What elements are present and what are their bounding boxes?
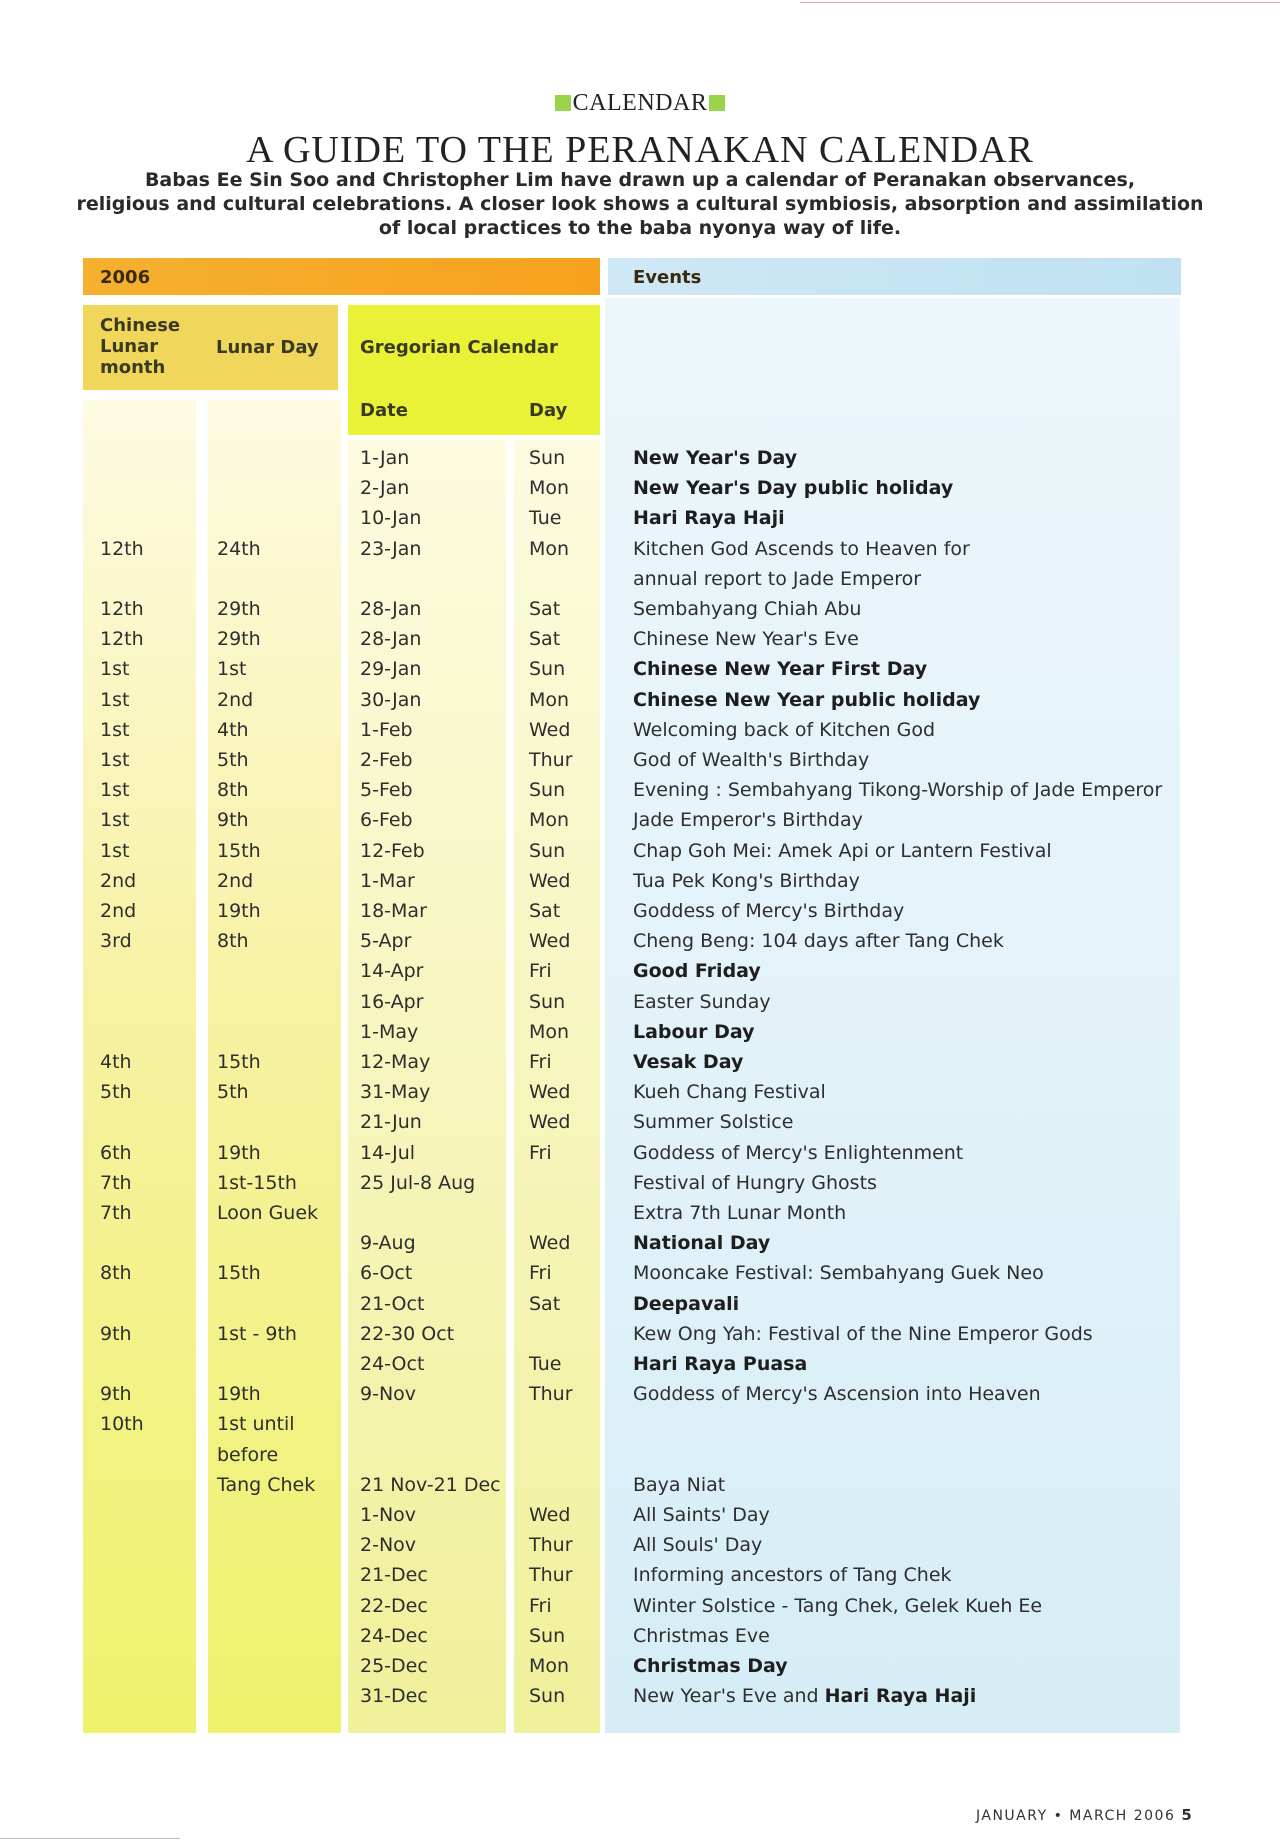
lunar-day-cell: 5th — [217, 1081, 249, 1103]
lunar-month-cell: 1st — [100, 749, 130, 771]
lunar-day-cell: before — [217, 1444, 279, 1466]
lunar-day-cell: Tang Chek — [217, 1474, 316, 1496]
lunar-day-cell: 19th — [217, 1383, 261, 1405]
lunar-month-cell: 1st — [100, 840, 130, 862]
lunar-month-header-line: Lunar — [100, 336, 159, 357]
section-tag — [0, 90, 1280, 117]
date-cell: 12-Feb — [360, 840, 425, 862]
event-cell: Informing ancestors of Tang Chek — [633, 1564, 952, 1586]
event-cell — [633, 1681, 976, 1711]
date-cell: 30-Jan — [360, 689, 422, 711]
day-cell: Thur — [529, 1534, 573, 1556]
date-cell: 22-30 Oct — [360, 1323, 455, 1345]
event-cell: Extra 7th Lunar Month — [633, 1202, 847, 1224]
event-cell: New Year's Day public holiday — [633, 477, 954, 499]
bottom-rule — [0, 1838, 180, 1839]
event-cell: Hari Raya Puasa — [633, 1353, 808, 1375]
date-cell: 28-Jan — [360, 598, 422, 620]
day-cell: Sat — [529, 598, 561, 620]
day-cell: Wed — [529, 930, 571, 952]
day-cell: Wed — [529, 719, 571, 741]
intro-line: of local practices to the baba nyonya way of life. — [378, 217, 902, 239]
date-cell: 22-Dec — [360, 1595, 428, 1617]
date-cell: 5-Apr — [360, 930, 412, 952]
date-cell: 31-May — [360, 1081, 431, 1103]
lunar-day-cell: 24th — [217, 538, 261, 560]
event-cell: Vesak Day — [633, 1051, 744, 1073]
lunar-month-cell: 6th — [100, 1142, 132, 1164]
day-cell: Sat — [529, 628, 561, 650]
day-cell: Thur — [529, 1564, 573, 1586]
date-cell: 31-Dec — [360, 1685, 428, 1707]
date-cell: 5-Feb — [360, 779, 413, 801]
event-cell: Chinese New Year First Day — [633, 658, 928, 680]
day-cell: Mon — [529, 1655, 570, 1677]
day-cell: Thur — [529, 749, 573, 771]
day-cell: Sun — [529, 779, 566, 801]
date-cell: 28-Jan — [360, 628, 422, 650]
event-cell: Evening : Sembahyang Tikong-Worship of Jade Emperor — [633, 779, 1163, 801]
intro-line: Babas Ee Sin Soo and Christopher Lim have drawn up a calendar of Peranakan observances, — [144, 169, 1136, 191]
day-cell: Tue — [529, 507, 562, 529]
day-cell: Thur — [529, 1383, 573, 1405]
lunar-month-cell: 1st — [100, 689, 130, 711]
event-cell: Mooncake Festival: Sembahyang Guek Neo — [633, 1262, 1044, 1284]
lunar-day-cell: 29th — [217, 598, 261, 620]
event-cell: Goddess of Mercy's Enlightenment — [633, 1142, 964, 1164]
event-cell: Hari Raya Haji — [633, 507, 785, 529]
event-cell: Goddess of Mercy's Birthday — [633, 900, 905, 922]
lunar-month-cell: 2nd — [100, 870, 137, 892]
event-cell: Jade Emperor's Birthday — [633, 809, 863, 831]
lunar-month-cell: 12th — [100, 538, 144, 560]
lunar-month-cell: 5th — [100, 1081, 132, 1103]
day-cell: Sat — [529, 1293, 561, 1315]
event-cell: Summer Solstice — [633, 1111, 794, 1133]
lunar-month-cell: 7th — [100, 1202, 132, 1224]
date-cell: 2-Feb — [360, 749, 413, 771]
lunar-day-cell: Loon Guek — [217, 1202, 319, 1224]
day-cell: Wed — [529, 1111, 571, 1133]
event-cell: Chinese New Year's Eve — [633, 628, 859, 650]
lunar-month-cell: 12th — [100, 598, 144, 620]
event-cell: Sembahyang Chiah Abu — [633, 598, 862, 620]
date-cell: 1-Mar — [360, 870, 415, 892]
event-cell: Kitchen God Ascends to Heaven for — [633, 538, 970, 560]
day-cell: Mon — [529, 809, 570, 831]
day-cell: Sun — [529, 991, 566, 1013]
lunar-day-cell: 5th — [217, 749, 249, 771]
lunar-month-cell: 1st — [100, 658, 130, 680]
event-cell: Chinese New Year public holiday — [633, 689, 981, 711]
lunar-month-cell: 4th — [100, 1051, 132, 1073]
day-cell: Mon — [529, 689, 570, 711]
event-cell: Easter Sunday — [633, 991, 771, 1013]
day-cell: Sun — [529, 1625, 566, 1647]
event-cell: Festival of Hungry Ghosts — [633, 1172, 877, 1194]
lunar-day-cell: 9th — [217, 809, 249, 831]
lunar-day-cell: 1st — [217, 658, 247, 680]
date-cell: 2-Nov — [360, 1534, 417, 1556]
lunar-day-cell: 4th — [217, 719, 249, 741]
lunar-month-cell: 9th — [100, 1323, 132, 1345]
green-square-icon — [709, 95, 725, 111]
gregorian-header — [348, 305, 600, 435]
date-cell: 25-Dec — [360, 1655, 428, 1677]
lunar-month-cell: 8th — [100, 1262, 132, 1284]
event-cell: All Saints' Day — [633, 1504, 770, 1526]
lunar-month-cell: 1st — [100, 719, 130, 741]
event-cell: Kueh Chang Festival — [633, 1081, 826, 1103]
day-cell: Sun — [529, 840, 566, 862]
date-cell: 24-Oct — [360, 1353, 425, 1375]
event-cell: God of Wealth's Birthday — [633, 749, 870, 771]
event-cell: Christmas Eve — [633, 1625, 770, 1647]
day-cell: Fri — [529, 1595, 552, 1617]
lunar-day-cell: 19th — [217, 900, 261, 922]
event-cell: Cheng Beng: 104 days after Tang Chek — [633, 930, 1004, 952]
year-header-bar — [83, 258, 600, 295]
date-cell: 6-Feb — [360, 809, 413, 831]
date-cell: 1-Feb — [360, 719, 413, 741]
event-cell: Winter Solstice - Tang Chek, Gelek Kueh Ee — [633, 1595, 1043, 1617]
date-cell: 9-Aug — [360, 1232, 416, 1254]
day-cell: Sun — [529, 1685, 566, 1707]
intro-line: religious and cultural celebrations. A closer look shows a cultural symbiosis, absorption and assimilation — [76, 193, 1204, 215]
date-cell: 21-Dec — [360, 1564, 428, 1586]
day-cell: Wed — [529, 870, 571, 892]
date-cell: 24-Dec — [360, 1625, 428, 1647]
event-cell: Chap Goh Mei: Amek Api or Lantern Festival — [633, 840, 1052, 862]
day-cell: Fri — [529, 960, 552, 982]
day-header: Day — [529, 400, 568, 421]
lunar-month-cell: 9th — [100, 1383, 132, 1405]
year-label: 2006 — [100, 267, 151, 288]
lunar-day-cell: 8th — [217, 779, 249, 801]
lunar-month-cell: 7th — [100, 1172, 132, 1194]
event-cell: Tua Pek Kong's Birthday — [633, 870, 860, 892]
gregorian-calendar-header: Gregorian Calendar — [360, 337, 558, 358]
day-cell: Wed — [529, 1232, 571, 1254]
day-cell: Fri — [529, 1051, 552, 1073]
day-cell: Sun — [529, 447, 566, 469]
event-cell: All Souls' Day — [633, 1534, 763, 1556]
date-cell: 16-Apr — [360, 991, 424, 1013]
lunar-month-header — [100, 315, 180, 378]
event-cell-bold-tail: Hari Raya Haji — [824, 1685, 977, 1707]
lunar-month-header-line: Chinese — [100, 315, 181, 336]
date-cell: 6-Oct — [360, 1262, 413, 1284]
events-header-bar — [608, 258, 1181, 295]
day-cell: Sun — [529, 658, 566, 680]
lunar-month-cell: 3rd — [100, 930, 132, 952]
event-cell: National Day — [633, 1232, 771, 1254]
event-cell: Christmas Day — [633, 1655, 788, 1677]
day-cell: Mon — [529, 538, 570, 560]
date-cell: 25 Jul-8 Aug — [360, 1172, 476, 1194]
lunar-month-cell: 1st — [100, 779, 130, 801]
day-cell: Sat — [529, 900, 561, 922]
date-cell: 9-Nov — [360, 1383, 417, 1405]
date-cell: 1-Jan — [360, 447, 410, 469]
section-tag-label: CALENDAR — [572, 90, 708, 116]
date-cell: 29-Jan — [360, 658, 422, 680]
page-title: A GUIDE TO THE PERANAKAN CALENDAR — [246, 129, 1034, 171]
lunar-month-cell: 10th — [100, 1413, 144, 1435]
lunar-day-cell: 15th — [217, 1262, 261, 1284]
lunar-header — [83, 305, 338, 390]
event-cell: Good Friday — [633, 960, 761, 982]
page-footer — [976, 1806, 1192, 1824]
day-cell: Tue — [529, 1353, 562, 1375]
day-cell: Mon — [529, 477, 570, 499]
event-cell: Welcoming back of Kitchen God — [633, 719, 936, 741]
date-cell: 14-Jul — [360, 1142, 416, 1164]
date-cell: 12-May — [360, 1051, 431, 1073]
lunar-day-cell: 1st until — [217, 1413, 295, 1435]
top-rule — [800, 2, 1280, 3]
event-cell: New Year's Day — [633, 447, 798, 469]
page-number: 5 — [1181, 1806, 1192, 1824]
event-cell: Kew Ong Yah: Festival of the Nine Emperor Gods — [633, 1323, 1093, 1345]
lunar-day-cell: 1st - 9th — [217, 1323, 297, 1345]
intro-paragraph — [70, 168, 1210, 240]
event-cell: Baya Niat — [633, 1474, 726, 1496]
day-cell: Wed — [529, 1504, 571, 1526]
event-cell: annual report to Jade Emperor — [633, 568, 922, 590]
lunar-day-cell: 15th — [217, 1051, 261, 1073]
lunar-month-cell: 12th — [100, 628, 144, 650]
lunar-day-cell: 2nd — [217, 689, 254, 711]
lunar-day-cell: 2nd — [217, 870, 254, 892]
date-cell: 21 Nov-21 Dec — [360, 1474, 501, 1496]
date-cell: 1-Nov — [360, 1504, 417, 1526]
events-label: Events — [633, 267, 702, 288]
day-cell: Fri — [529, 1142, 552, 1164]
event-cell: Goddess of Mercy's Ascension into Heaven — [633, 1383, 1041, 1405]
date-cell: 10-Jan — [360, 507, 422, 529]
date-header: Date — [360, 400, 408, 421]
date-cell: 1-May — [360, 1021, 419, 1043]
day-cell: Fri — [529, 1262, 552, 1284]
lunar-month-cell: 2nd — [100, 900, 137, 922]
lunar-month-header-line: month — [100, 357, 166, 378]
date-cell: 2-Jan — [360, 477, 410, 499]
lunar-day-cell: 19th — [217, 1142, 261, 1164]
date-cell: 14-Apr — [360, 960, 424, 982]
lunar-day-cell: 1st-15th — [217, 1172, 297, 1194]
lunar-month-cell: 1st — [100, 809, 130, 831]
issue-label: JANUARY • MARCH 2006 — [976, 1808, 1176, 1824]
lunar-day-cell: 8th — [217, 930, 249, 952]
green-square-icon — [555, 95, 571, 111]
date-cell: 23-Jan — [360, 538, 422, 560]
lunar-day-cell: 15th — [217, 840, 261, 862]
lunar-day-cell: 29th — [217, 628, 261, 650]
date-cell: 21-Jun — [360, 1111, 422, 1133]
day-cell: Mon — [529, 1021, 570, 1043]
event-cell: Deepavali — [633, 1293, 740, 1315]
date-cell: 21-Oct — [360, 1293, 425, 1315]
event-cell: Labour Day — [633, 1021, 755, 1043]
day-cell: Wed — [529, 1081, 571, 1103]
lunar-day-header: Lunar Day — [216, 337, 319, 358]
date-cell: 18-Mar — [360, 900, 427, 922]
event-cell-text: New Year's Eve and — [633, 1685, 825, 1707]
